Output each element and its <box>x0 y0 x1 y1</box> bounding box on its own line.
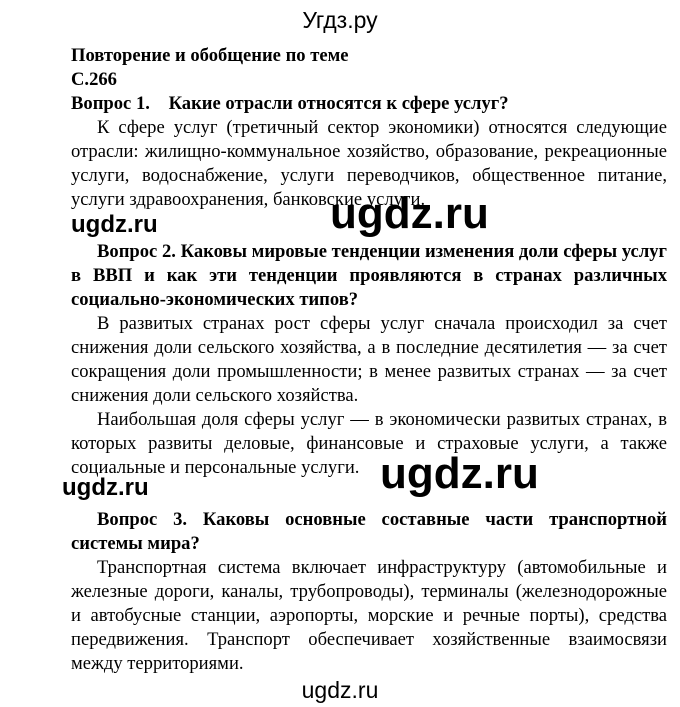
question-3-heading <box>71 508 667 556</box>
section-title: Повторение и обобщение по теме <box>71 45 349 66</box>
site-title: Угдз.ру <box>302 7 378 33</box>
question-3-text: Каковы основные составные части транспортной системы мира? <box>71 509 667 554</box>
watermark-small: ugdz.ru <box>71 211 158 238</box>
question-2-answer-2: Наибольшая доля сферы услуг — в экономически развитых странах, в которых развиты деловые, финансовые и страховые услуги, а также социальные и персональные услуги. <box>71 409 667 478</box>
document-body <box>71 44 667 676</box>
question-3-label: Вопрос 3. <box>97 509 188 530</box>
question-2-text: Каковы мировые тенденции изменения доли сферы услуг в ВВП и как эти тенденции проявляются в странах различных социально-экономических типов? <box>71 241 667 310</box>
question-1-answer: К сфере услуг (третичный сектор экономики) относятся следующие отрасли: жилищно-коммунальное хозяйство, образование, рекреационные услуги, водоснабжение, услуги переводчиков, общественное питание, услуги здравоохранения, банковские услуги. <box>71 117 667 210</box>
question-2-heading <box>71 240 667 312</box>
question-1-heading <box>71 92 667 116</box>
watermark-small: ugdz.ru <box>62 474 149 501</box>
watermark-large: ugdz.ru <box>330 189 489 238</box>
watermark-footer: ugdz.ru <box>301 677 379 703</box>
question-3-answer: Транспортная система включает инфраструктуру (автомобильные и железные дороги, каналы, трубопроводы), терминалы (железнодорожные и автобусные станции, аэропорты, морские и речные порты), средства передвижения. Транспорт обеспечивает хозяйственные взаимосвязи между территориями. <box>71 557 667 674</box>
page-number: С.266 <box>71 69 117 90</box>
question-2-answer-1: В развитых странах рост сферы услуг сначала происходил за счет снижения доли сельского хозяйства, а в последние десятилетия — за счет сокращения доли промышленности; в менее развитых странах — за счет снижения доли сельского хозяйства. <box>71 313 667 406</box>
watermark-large: ugdz.ru <box>380 449 539 498</box>
question-1-label: Вопрос 1. <box>71 93 150 114</box>
question-2-label: Вопрос 2. <box>97 241 176 262</box>
question-1-text: Какие отрасли относятся к сфере услуг? <box>168 93 509 114</box>
